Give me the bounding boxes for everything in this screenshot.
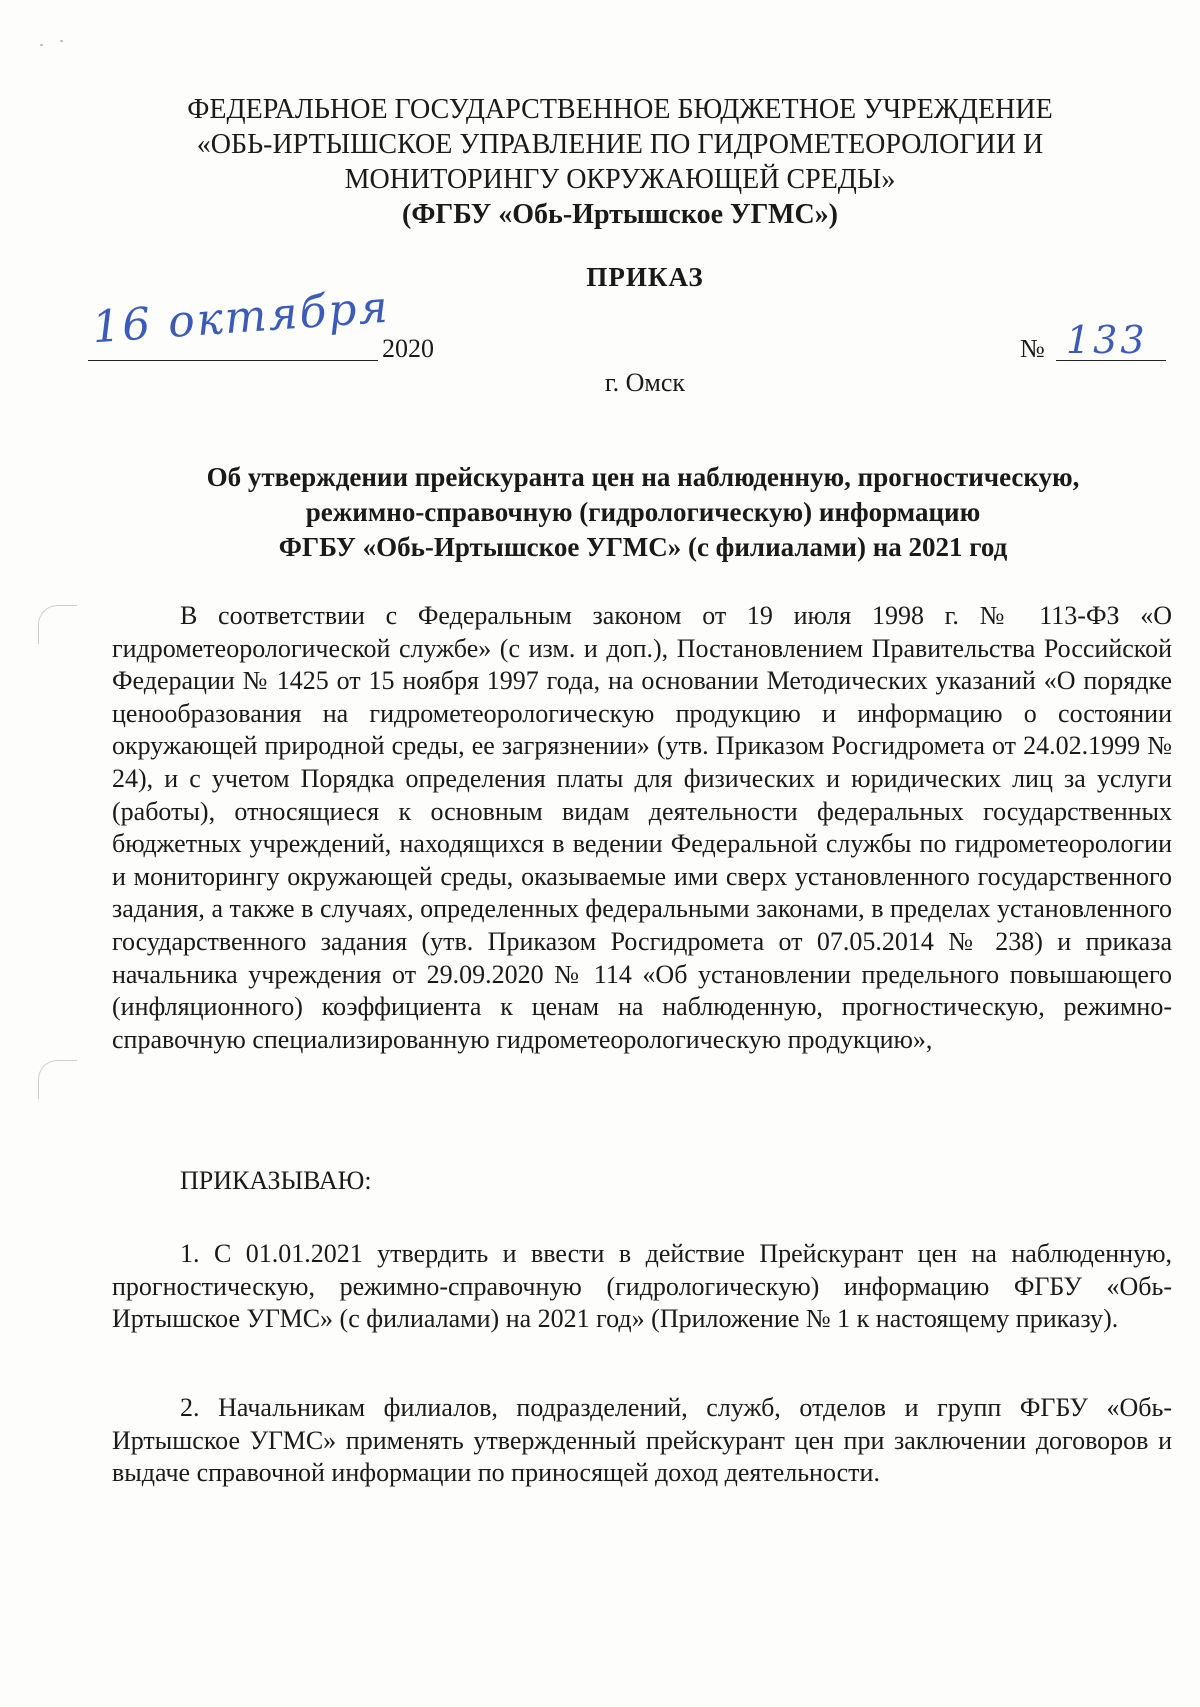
subject-line-3: ФГБУ «Обь-Иртышское УГМС» (с филиалами) на 2021 год xyxy=(278,532,1008,562)
preamble-paragraph: В соответствии с Федеральным законом от 19 июля 1998 г. № 113-ФЗ «О гидрометеорологической службе» (с изм. и доп.), Постановлением Правительства Российской Федерации № 1425 от 15 ноября 1997 года, на основании Методических указаний «О порядке ценообразования на гидрометеорологическую продукцию и информацию о состоянии окружающей природной среды, ее загрязнении» (утв. Приказом Росгидромета от 24.02.1999 № 24), и с учетом Порядка определения платы для физических и юридических лиц за услуги (работы), относящиеся к основным видам деятельности федеральных государственных бюджетных учреждений, находящихся в ведении Федеральной службы по гидрометеорологии и мониторингу окружающей среды, оказываемые ими сверх установленного государственного задания, а также в случаях, определенных федеральными законами, в пределах установленного государственного задания (утв. Приказом Росгидромета от 07.05.2014 № 238) и приказа начальника учреждения от 29.09.2020 № 114 «Об установлении предельного повышающего (инфляционного) коэффициента к ценам на наблюденную, прогностическую, режимно-справочную специализированную гидрометеорологическую продукцию», xyxy=(112,601,1172,1054)
order-item-1: 1. С 01.01.2021 утвердить и ввести в действие Прейскурант цен на наблюденную, прогностическую, режимно-справочную (гидрологическую) информацию ФГБУ «Обь-Иртышское УГМС» (с филиалами) на 2021 год» (Приложение № 1 к настоящему приказу). xyxy=(112,1239,1172,1334)
organization-header xyxy=(150,92,1090,232)
order-number-label: № xyxy=(1020,334,1045,363)
order-directive-word: ПРИКАЗЫВАЮ: xyxy=(180,1166,372,1195)
punch-hole-mark-top xyxy=(38,605,77,644)
order-item-2: 2. Начальникам филиалов, подразделений, служб, отделов и групп ФГБУ «Обь-Иртышское УГМС» применять утвержденный прейскурант цен при заключении договоров и выдаче справочной информации по приносящей доход деятельности. xyxy=(112,1393,1172,1488)
punch-hole-mark-bottom xyxy=(38,1060,77,1099)
date-year: 2020 xyxy=(382,334,434,363)
header-line-2: «ОБЬ-ИРТЫШСКОЕ УПРАВЛЕНИЕ ПО ГИДРОМЕТЕОРОЛОГИИ И xyxy=(196,129,1044,160)
header-line-3: МОНИТОРИНГУ ОКРУЖАЮЩЕЙ СРЕДЫ» xyxy=(344,164,896,195)
subject-line-1: Об утверждении прейскуранта цен на наблюденную, прогностическую, xyxy=(206,462,1080,492)
handwritten-order-number: 133 xyxy=(1066,318,1148,362)
scan-speck xyxy=(40,44,43,46)
header-abbreviation: (ФГБУ «Обь-Иртышское УГМС») xyxy=(402,199,838,230)
city: г. Омск xyxy=(604,368,686,397)
header-line-1: ФЕДЕРАЛЬНОЕ ГОСУДАРСТВЕННОЕ БЮДЖЕТНОЕ УЧРЕЖДЕНИЕ xyxy=(187,94,1053,125)
handwritten-date: 16 октября xyxy=(90,281,392,354)
order-subject xyxy=(118,460,1168,565)
order-title: ПРИКАЗ xyxy=(586,262,704,292)
scan-speck xyxy=(60,40,63,42)
subject-line-2: режимно-справочную (гидрологическую) информацию xyxy=(305,497,981,527)
